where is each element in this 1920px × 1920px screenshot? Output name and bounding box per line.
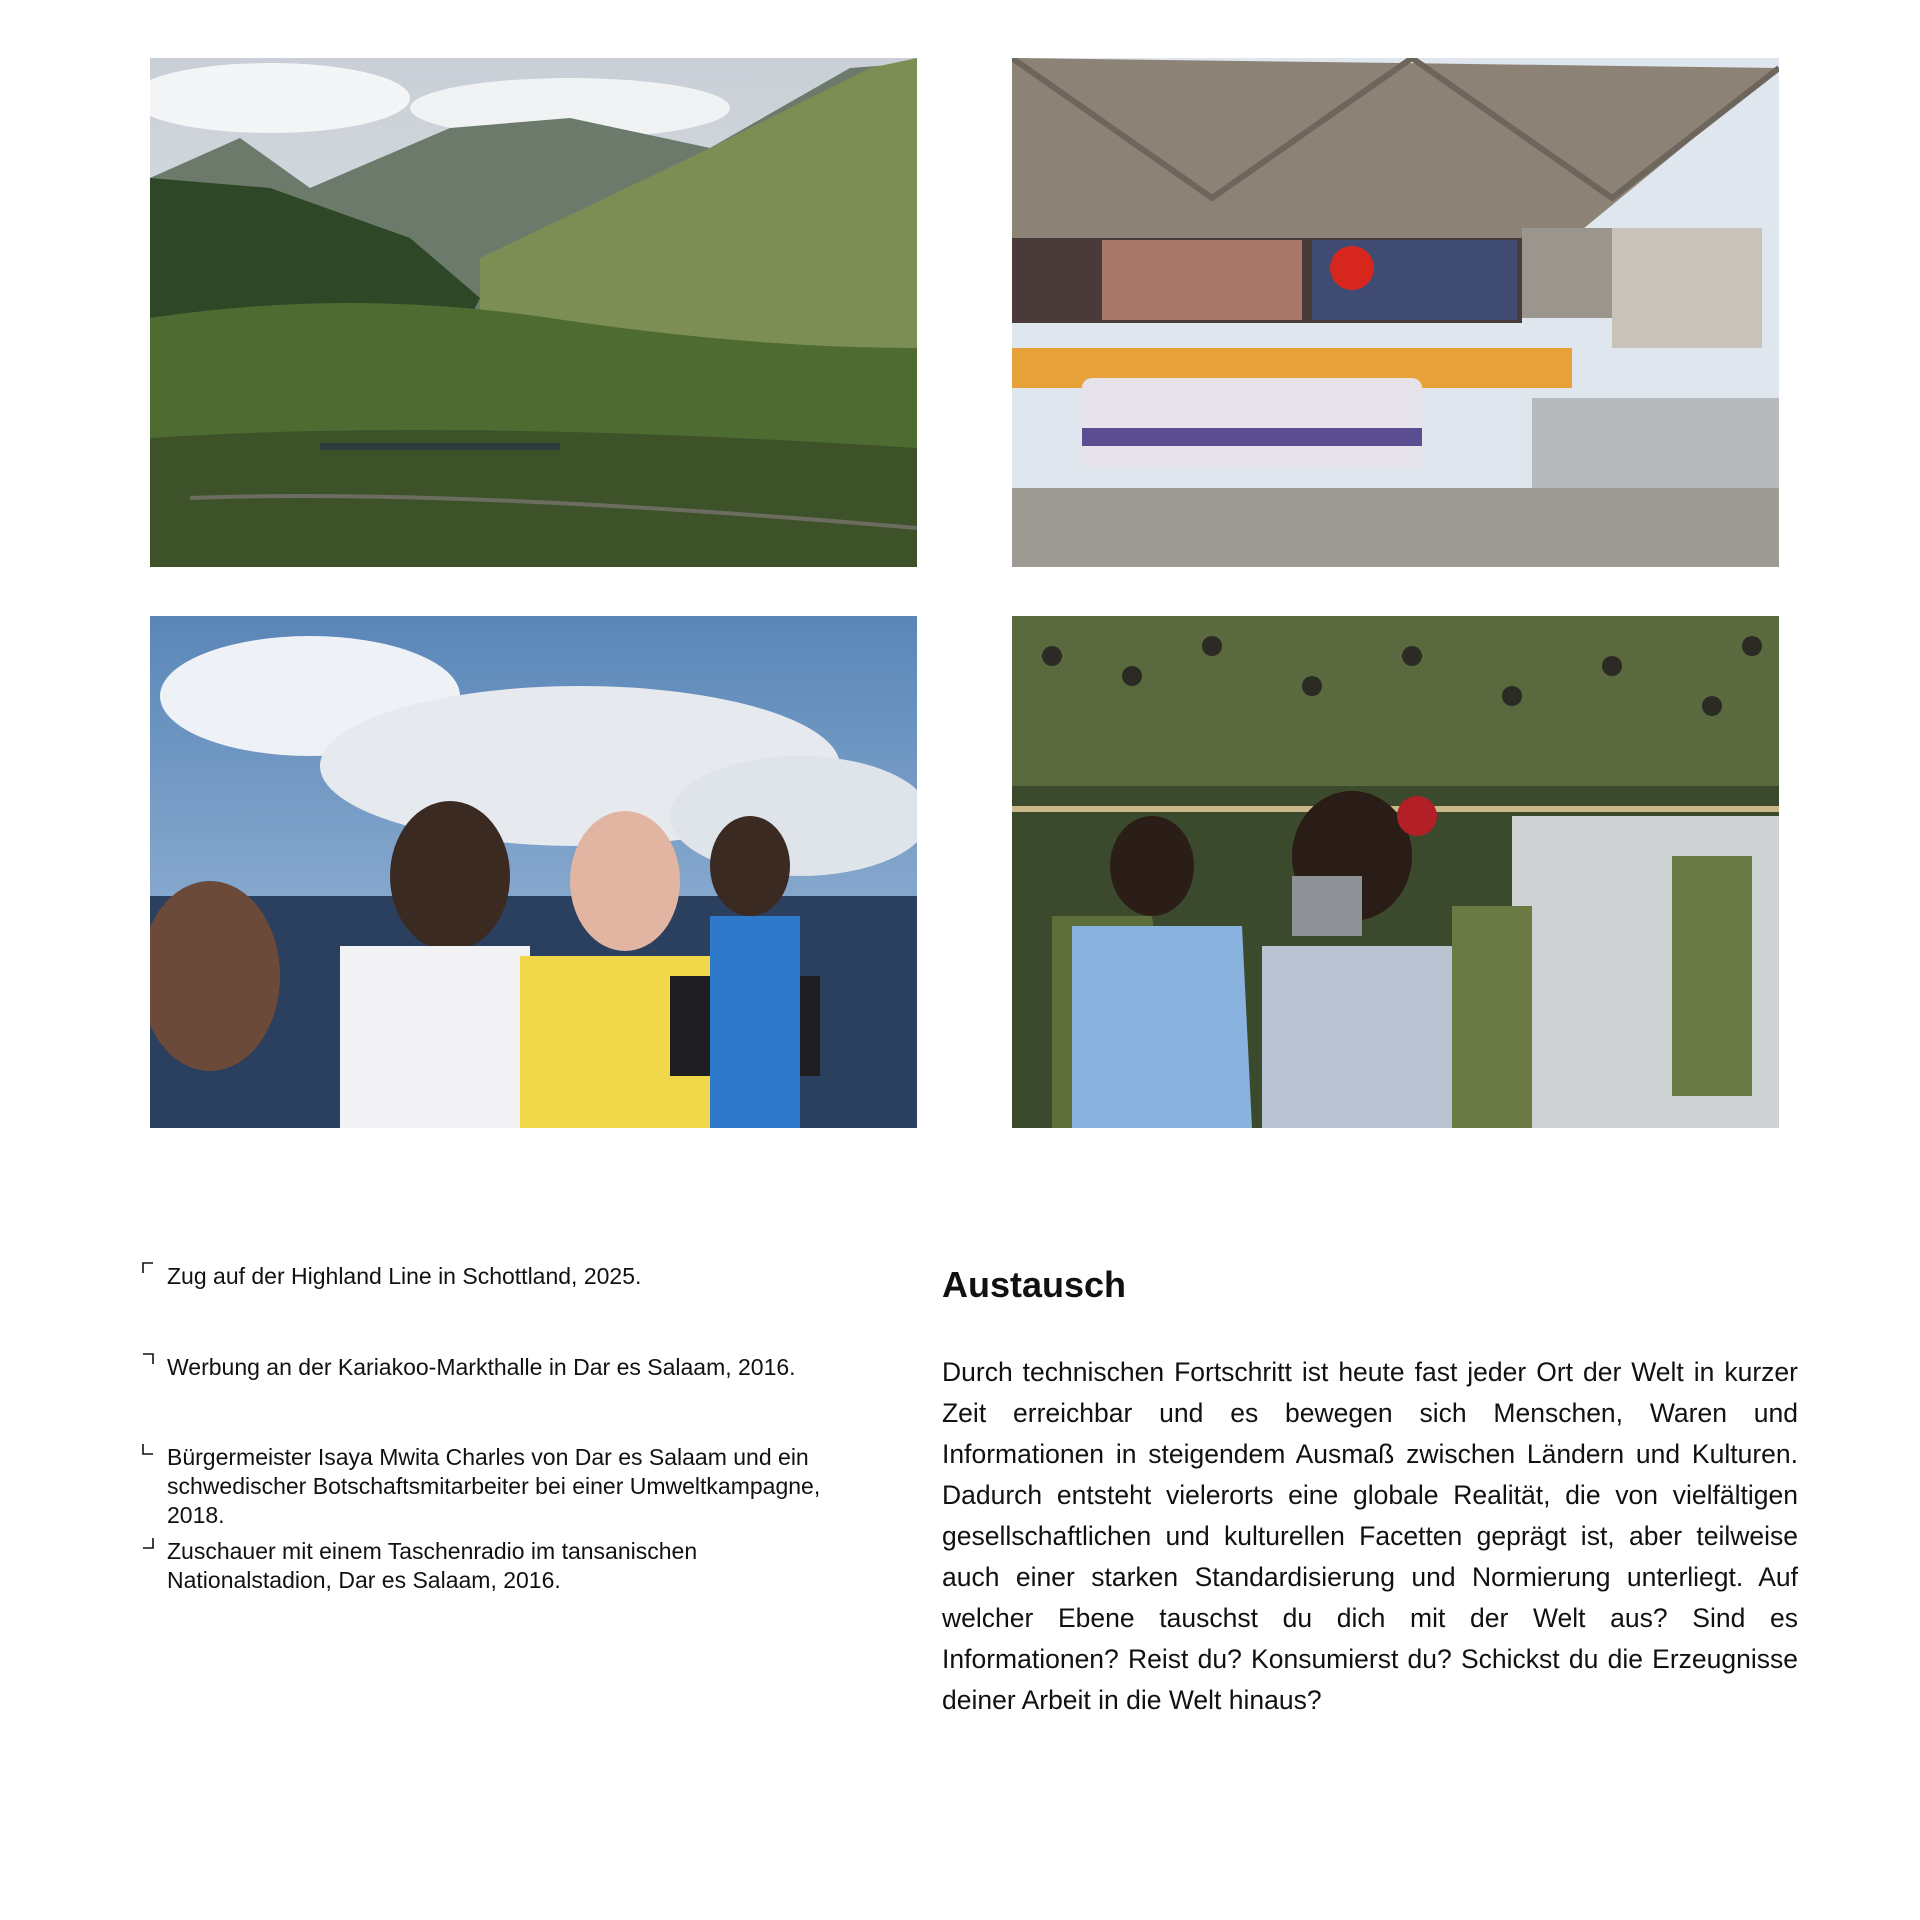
corner-bottom-right-icon [142, 1537, 154, 1549]
photo-market-hall [1012, 58, 1779, 567]
caption-text: Bürgermeister Isaya Mwita Charles von Dar es Salaam und ein schwedischer Botschaftsmitarbeiter bei einer Umweltkampagne, 2018. [167, 1444, 821, 1528]
caption-item [142, 1262, 862, 1291]
caption-item [142, 1537, 862, 1595]
caption-text: Zug auf der Highland Line in Schottland, 2025. [167, 1263, 642, 1289]
corner-top-left-icon [142, 1262, 154, 1274]
section-heading: Austausch [942, 1264, 1127, 1305]
section-body: Durch technischen Fortschritt ist heute fast jeder Ort der Welt in kurzer Zeit erreichbar und es bewegen sich Menschen, Waren und Informationen in steigendem Ausmaß zwischen Ländern und Kulturen. Dadurch entsteht vielerorts eine globale Realität, die von vielfältigen gesellschaftlichen und kulturellen Facetten geprägt ist, aber teilweise auch einer starken Standardisierung und Normierung unterliegt. Auf welcher Ebene tauschst du dich mit der Welt aus? Sind es Informationen? Reist du? Konsumierst du? Schickst du die Erzeugnisse deiner Arbeit in die Welt hinaus? [942, 1357, 1798, 1715]
photo-highlands [150, 58, 917, 567]
caption-item [142, 1443, 862, 1530]
photo-mayor-campaign [150, 616, 917, 1128]
corner-bottom-left-icon [142, 1443, 154, 1455]
caption-text: Zuschauer mit einem Taschenradio im tansanischen Nationalstadion, Dar es Salaam, 2016. [167, 1538, 698, 1593]
photo-stadium-radio [1012, 616, 1779, 1128]
caption-text: Werbung an der Kariakoo-Markthalle in Dar es Salaam, 2016. [167, 1354, 796, 1380]
corner-top-right-icon [142, 1353, 154, 1365]
caption-item [142, 1353, 862, 1382]
